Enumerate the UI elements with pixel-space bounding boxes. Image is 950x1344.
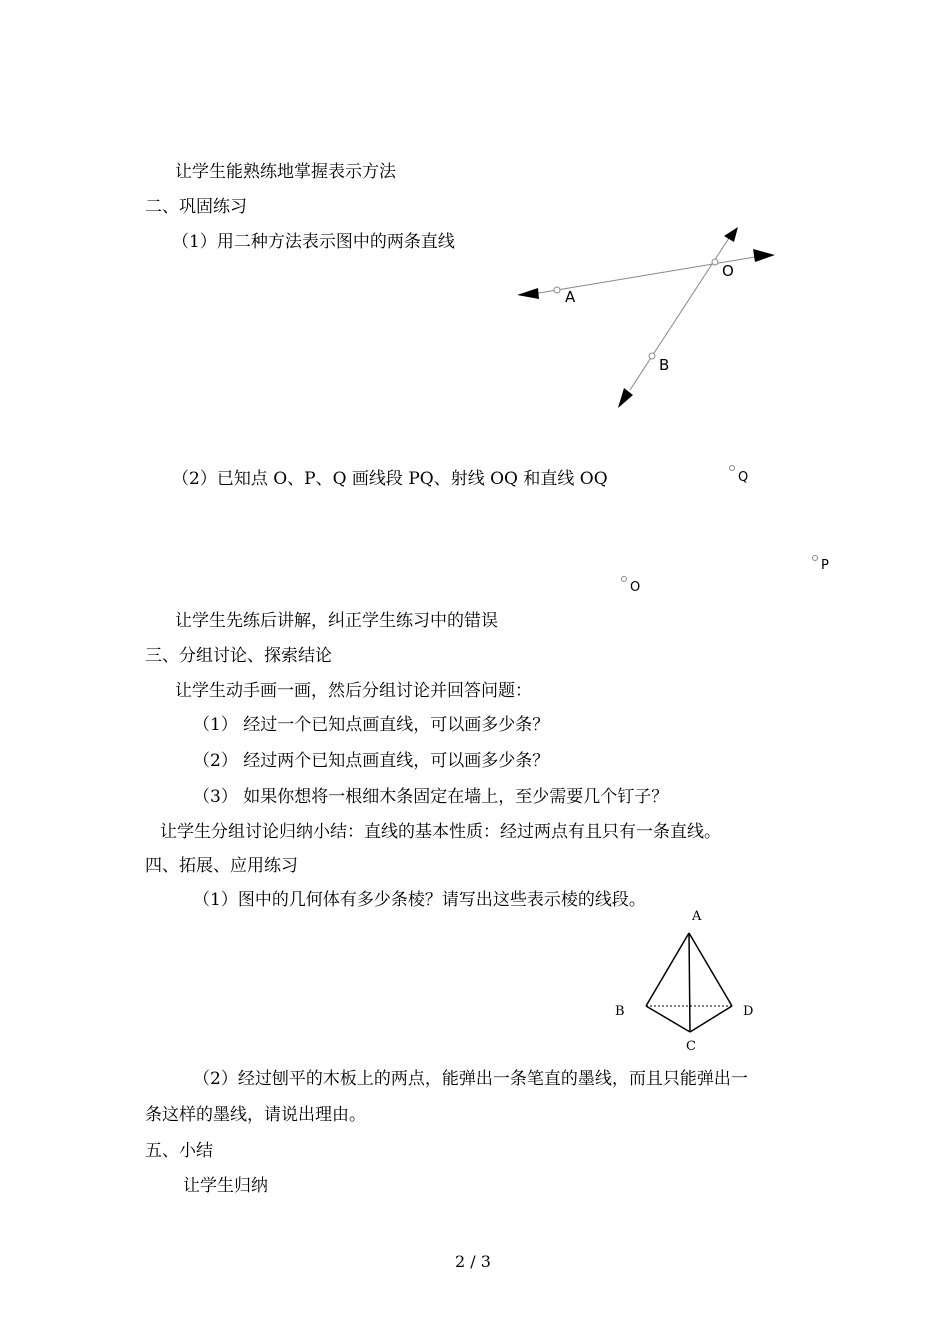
edge-cd <box>690 1006 732 1032</box>
application-question-1: （1）图中的几何体有多少条棱？请写出这些表示棱的线段。 <box>193 890 646 910</box>
discussion-question-2: （2） 经过两个已知点画直线，可以画多少条？ <box>193 751 550 771</box>
arrowhead-bottom <box>618 388 633 408</box>
label-o2: O <box>630 580 641 595</box>
edge-ab <box>646 933 689 1006</box>
point-p <box>813 556 818 561</box>
exercise-2-question: （2）已知点 O、P、Q 画线段 PQ、射线 OQ 和直线 OQ <box>172 469 608 489</box>
page-number: 2 / 3 <box>455 1252 491 1271</box>
label-vertex-d: D <box>743 1004 754 1019</box>
practice-note: 让学生先练后讲解，纠正学生练习中的错误 <box>175 611 498 631</box>
application-question-2-part-1: （2）经过刨平的木板上的两点，能弹出一条笔直的墨线，而且只能弹出一 <box>193 1069 748 1089</box>
label-p: P <box>821 558 829 573</box>
label-vertex-b: B <box>615 1004 625 1019</box>
conclusion-line: 让学生分组讨论归纳小结：直线的基本性质：经过两点有且只有一条直线。 <box>160 822 721 842</box>
label-vertex-a: A <box>692 909 702 924</box>
exercise-1-question: （1）用二种方法表示图中的两条直线 <box>172 232 455 252</box>
intro-line: 让学生能熟练地掌握表示方法 <box>175 162 396 182</box>
point-q <box>730 466 735 471</box>
arrowhead-right <box>753 249 775 262</box>
label-q: Q <box>738 470 749 485</box>
point-b <box>649 353 655 359</box>
section-3-heading: 三、分组讨论、探索结论 <box>145 646 332 666</box>
discussion-intro: 让学生动手画一画，然后分组讨论并回答问题： <box>175 681 532 701</box>
arrowhead-top <box>724 227 738 242</box>
summary-line: 让学生归纳 <box>183 1176 268 1196</box>
application-question-2-part-2: 条这样的墨线，请说出理由。 <box>145 1105 366 1125</box>
label-vertex-c: C <box>686 1039 696 1054</box>
discussion-question-3: （3） 如果你想将一根细木条固定在墙上，至少需要几个钉子？ <box>193 787 669 807</box>
edge-ad <box>689 933 732 1006</box>
section-4-heading: 四、拓展、应用练习 <box>145 856 298 876</box>
point-o <box>712 259 718 265</box>
discussion-question-1: （1） 经过一个已知点画直线，可以画多少条？ <box>193 715 550 735</box>
point-o2 <box>622 577 627 582</box>
section-2-heading: 二、巩固练习 <box>145 197 247 217</box>
label-o: O <box>722 262 734 280</box>
edge-ac <box>689 933 690 1032</box>
label-b: B <box>659 356 670 374</box>
point-a <box>554 287 560 293</box>
edge-bc <box>646 1006 690 1032</box>
section-5-heading: 五、小结 <box>145 1141 213 1161</box>
arrowhead-left <box>517 288 539 299</box>
label-a: A <box>565 288 576 306</box>
